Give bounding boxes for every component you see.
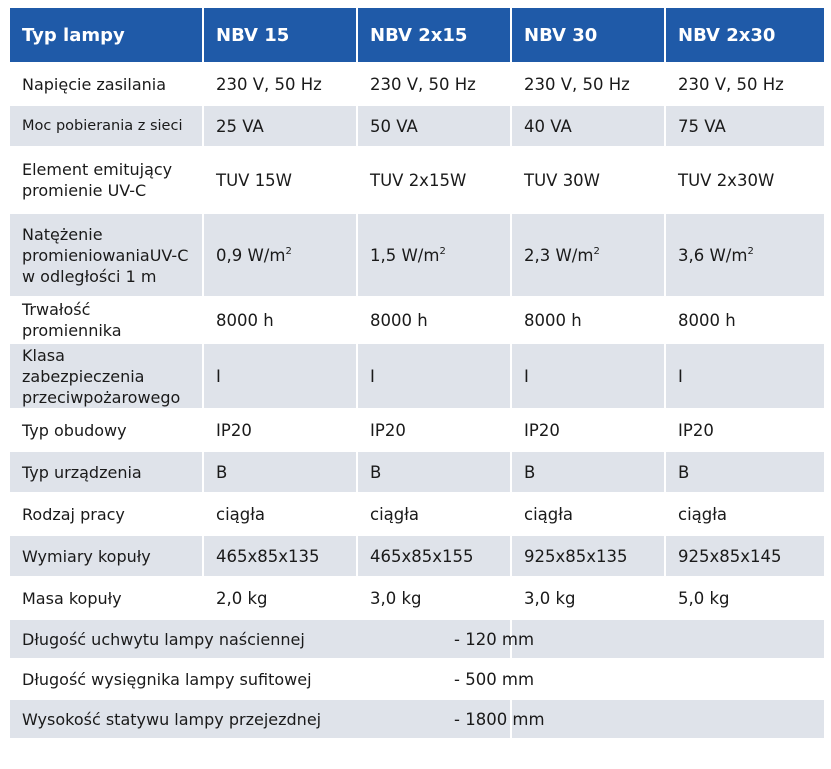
- row-label: Masa kopuły: [10, 578, 202, 618]
- cell: TUV 2x30W: [666, 148, 824, 212]
- footer-row: [10, 620, 824, 658]
- table-row: [10, 410, 824, 450]
- table-row: [10, 536, 824, 576]
- footer-value: - 500 mm: [512, 660, 824, 698]
- cell: 8000 h: [512, 298, 664, 342]
- cell: 1,5 $W/m^2$: [358, 214, 510, 296]
- header-nbv2x15: NBV 2x15: [358, 8, 510, 62]
- cell: 0,9 $W/m^2$: [204, 214, 356, 296]
- row-label: Typ obudowy: [10, 410, 202, 450]
- footer-label: Wysokość statywu lampy przejezdnej: [10, 700, 510, 738]
- cell: 3,6 $W/m^2$: [666, 214, 824, 296]
- cell: IP20: [204, 410, 356, 450]
- cell: 25 VA: [204, 106, 356, 146]
- cell: TUV 2x15W: [358, 148, 510, 212]
- header-row: [10, 8, 824, 62]
- cell: I: [666, 344, 824, 408]
- footer-row: [10, 660, 824, 698]
- label-line: Element emitujący: [22, 160, 173, 179]
- header-type: Typ lampy: [10, 8, 202, 62]
- label-line: Klasa zabezpieczenia: [22, 345, 145, 386]
- cell: B: [358, 452, 510, 492]
- table-row: [10, 452, 824, 492]
- footer-label: Długość wysięgnika lampy sufitowej: [10, 660, 510, 698]
- cell: ciągła: [358, 494, 510, 534]
- cell: IP20: [512, 410, 664, 450]
- header-nbv2x30: NBV 2x30: [666, 8, 824, 62]
- table-row: [10, 214, 824, 296]
- cell: 75 VA: [666, 106, 824, 146]
- cell: B: [204, 452, 356, 492]
- cell: 50 VA: [358, 106, 510, 146]
- row-label: [10, 344, 202, 408]
- footer-row: [10, 700, 824, 738]
- header-nbv30: NBV 30: [512, 8, 664, 62]
- cell: 230 V, 50 Hz: [666, 64, 824, 104]
- cell: 40 VA: [512, 106, 664, 146]
- row-label: Moc pobierania z sieci: [10, 106, 202, 146]
- cell: 5,0 kg: [666, 578, 824, 618]
- row-label: Rodzaj pracy: [10, 494, 202, 534]
- spec-table: [8, 6, 826, 740]
- cell: 8000 h: [358, 298, 510, 342]
- cell: 2,3 $W/m^2$: [512, 214, 664, 296]
- row-label: Napięcie zasilania: [10, 64, 202, 104]
- cell: B: [666, 452, 824, 492]
- table-row: [10, 106, 824, 146]
- table-row: [10, 298, 824, 342]
- cell: 230 V, 50 Hz: [358, 64, 510, 104]
- table-row: [10, 494, 824, 534]
- cell: I: [204, 344, 356, 408]
- row-label: [10, 214, 202, 296]
- cell: TUV 30W: [512, 148, 664, 212]
- row-label: Typ urządzenia: [10, 452, 202, 492]
- cell: I: [512, 344, 664, 408]
- cell: IP20: [666, 410, 824, 450]
- cell: ciągła: [666, 494, 824, 534]
- row-label: Trwałość promiennika: [10, 298, 202, 342]
- cell: 465x85x135: [204, 536, 356, 576]
- table-row: [10, 344, 824, 408]
- footer-value: - 1800 mm: [512, 700, 824, 738]
- row-label: [10, 148, 202, 212]
- cell: 925x85x135: [512, 536, 664, 576]
- cell: ciągła: [512, 494, 664, 534]
- cell: 230 V, 50 Hz: [512, 64, 664, 104]
- cell: 8000 h: [666, 298, 824, 342]
- table-row: [10, 148, 824, 212]
- label-line: przeciwpożarowego: [22, 387, 181, 407]
- cell: 925x85x145: [666, 536, 824, 576]
- cell: 3,0 kg: [358, 578, 510, 618]
- footer-label: Długość uchwytu lampy naściennej: [10, 620, 510, 658]
- cell: I: [358, 344, 510, 408]
- cell: B: [512, 452, 664, 492]
- cell: 465x85x155: [358, 536, 510, 576]
- cell: ciągła: [204, 494, 356, 534]
- cell: TUV 15W: [204, 148, 356, 212]
- table-row: [10, 64, 824, 104]
- cell: 2,0 kg: [204, 578, 356, 618]
- label-line: promienie UV-C: [22, 181, 147, 200]
- cell: 8000 h: [204, 298, 356, 342]
- cell: 3,0 kg: [512, 578, 664, 618]
- table-row: [10, 578, 824, 618]
- footer-value: - 120 mm: [512, 620, 824, 658]
- label-line: w odległości 1 m: [22, 266, 157, 286]
- row-label: Wymiary kopuły: [10, 536, 202, 576]
- cell: 230 V, 50 Hz: [204, 64, 356, 104]
- label-line: promieniowaniaUV-C: [22, 245, 189, 265]
- label-line: Natężenie: [22, 224, 103, 244]
- cell: IP20: [358, 410, 510, 450]
- header-nbv15: NBV 15: [204, 8, 356, 62]
